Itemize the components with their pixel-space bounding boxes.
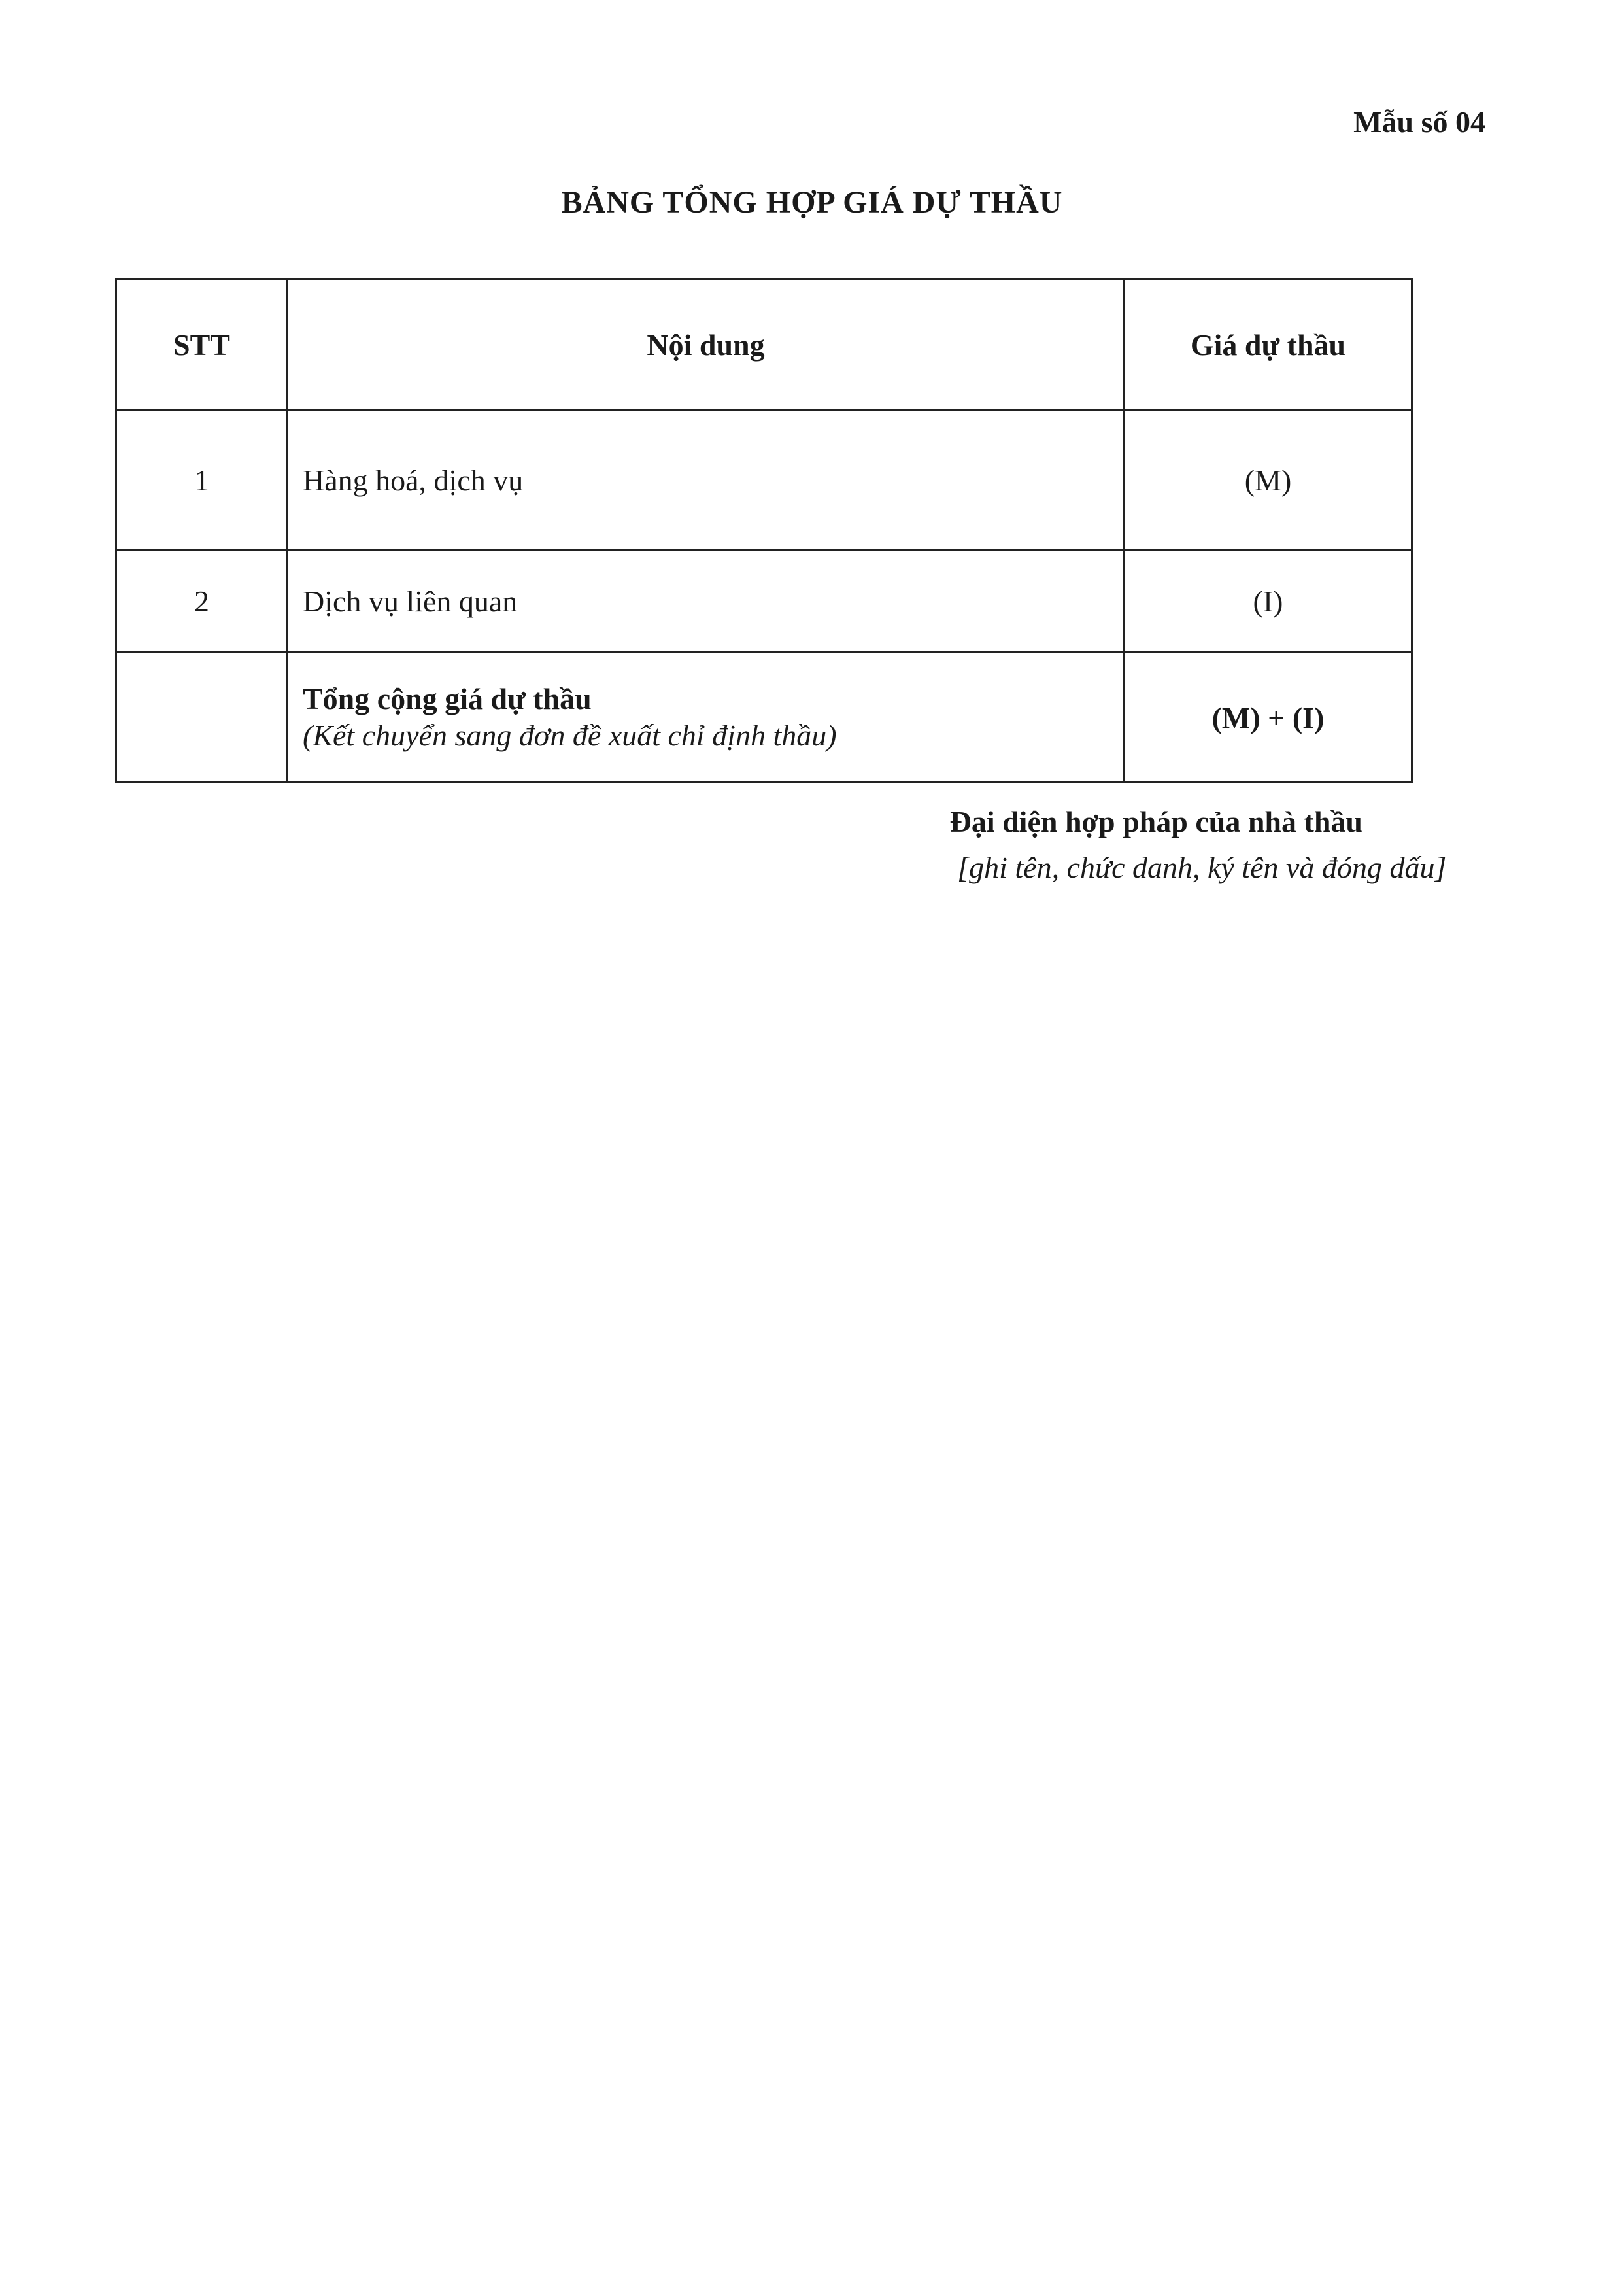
table-total-row (116, 653, 1412, 783)
signature-title: Đại diện hợp pháp của nhà thầu (949, 805, 1362, 838)
row-content: Dịch vụ liên quan (288, 550, 1125, 653)
row-price: (I) (1125, 550, 1412, 653)
document-title: BẢNG TỔNG HỢP GIÁ DỰ THẦU (561, 185, 1063, 220)
row-content: Hàng hoá, dịch vụ (288, 411, 1125, 550)
total-note: (Kết chuyển sang đơn đề xuất chỉ định thầu) (303, 719, 837, 752)
total-content-cell (288, 653, 1125, 783)
row-stt: 1 (116, 411, 288, 550)
row-stt: 2 (116, 550, 288, 653)
form-number: Mẫu số 04 (1353, 105, 1485, 139)
header-stt: STT (116, 279, 288, 411)
total-price: (M) + (I) (1125, 653, 1412, 783)
header-content: Nội dung (288, 279, 1125, 411)
table-row (116, 550, 1412, 653)
signature-note: [ghi tên, chức danh, ký tên và đóng dấu] (957, 851, 1447, 884)
header-price: Giá dự thầu (1125, 279, 1412, 411)
bid-price-summary-table (115, 278, 1413, 783)
table-header-row (116, 279, 1412, 411)
total-stt (116, 653, 288, 783)
total-label: Tổng cộng giá dự thầu (303, 682, 592, 715)
table-row (116, 411, 1412, 550)
row-price: (M) (1125, 411, 1412, 550)
signature-block (949, 799, 1447, 891)
